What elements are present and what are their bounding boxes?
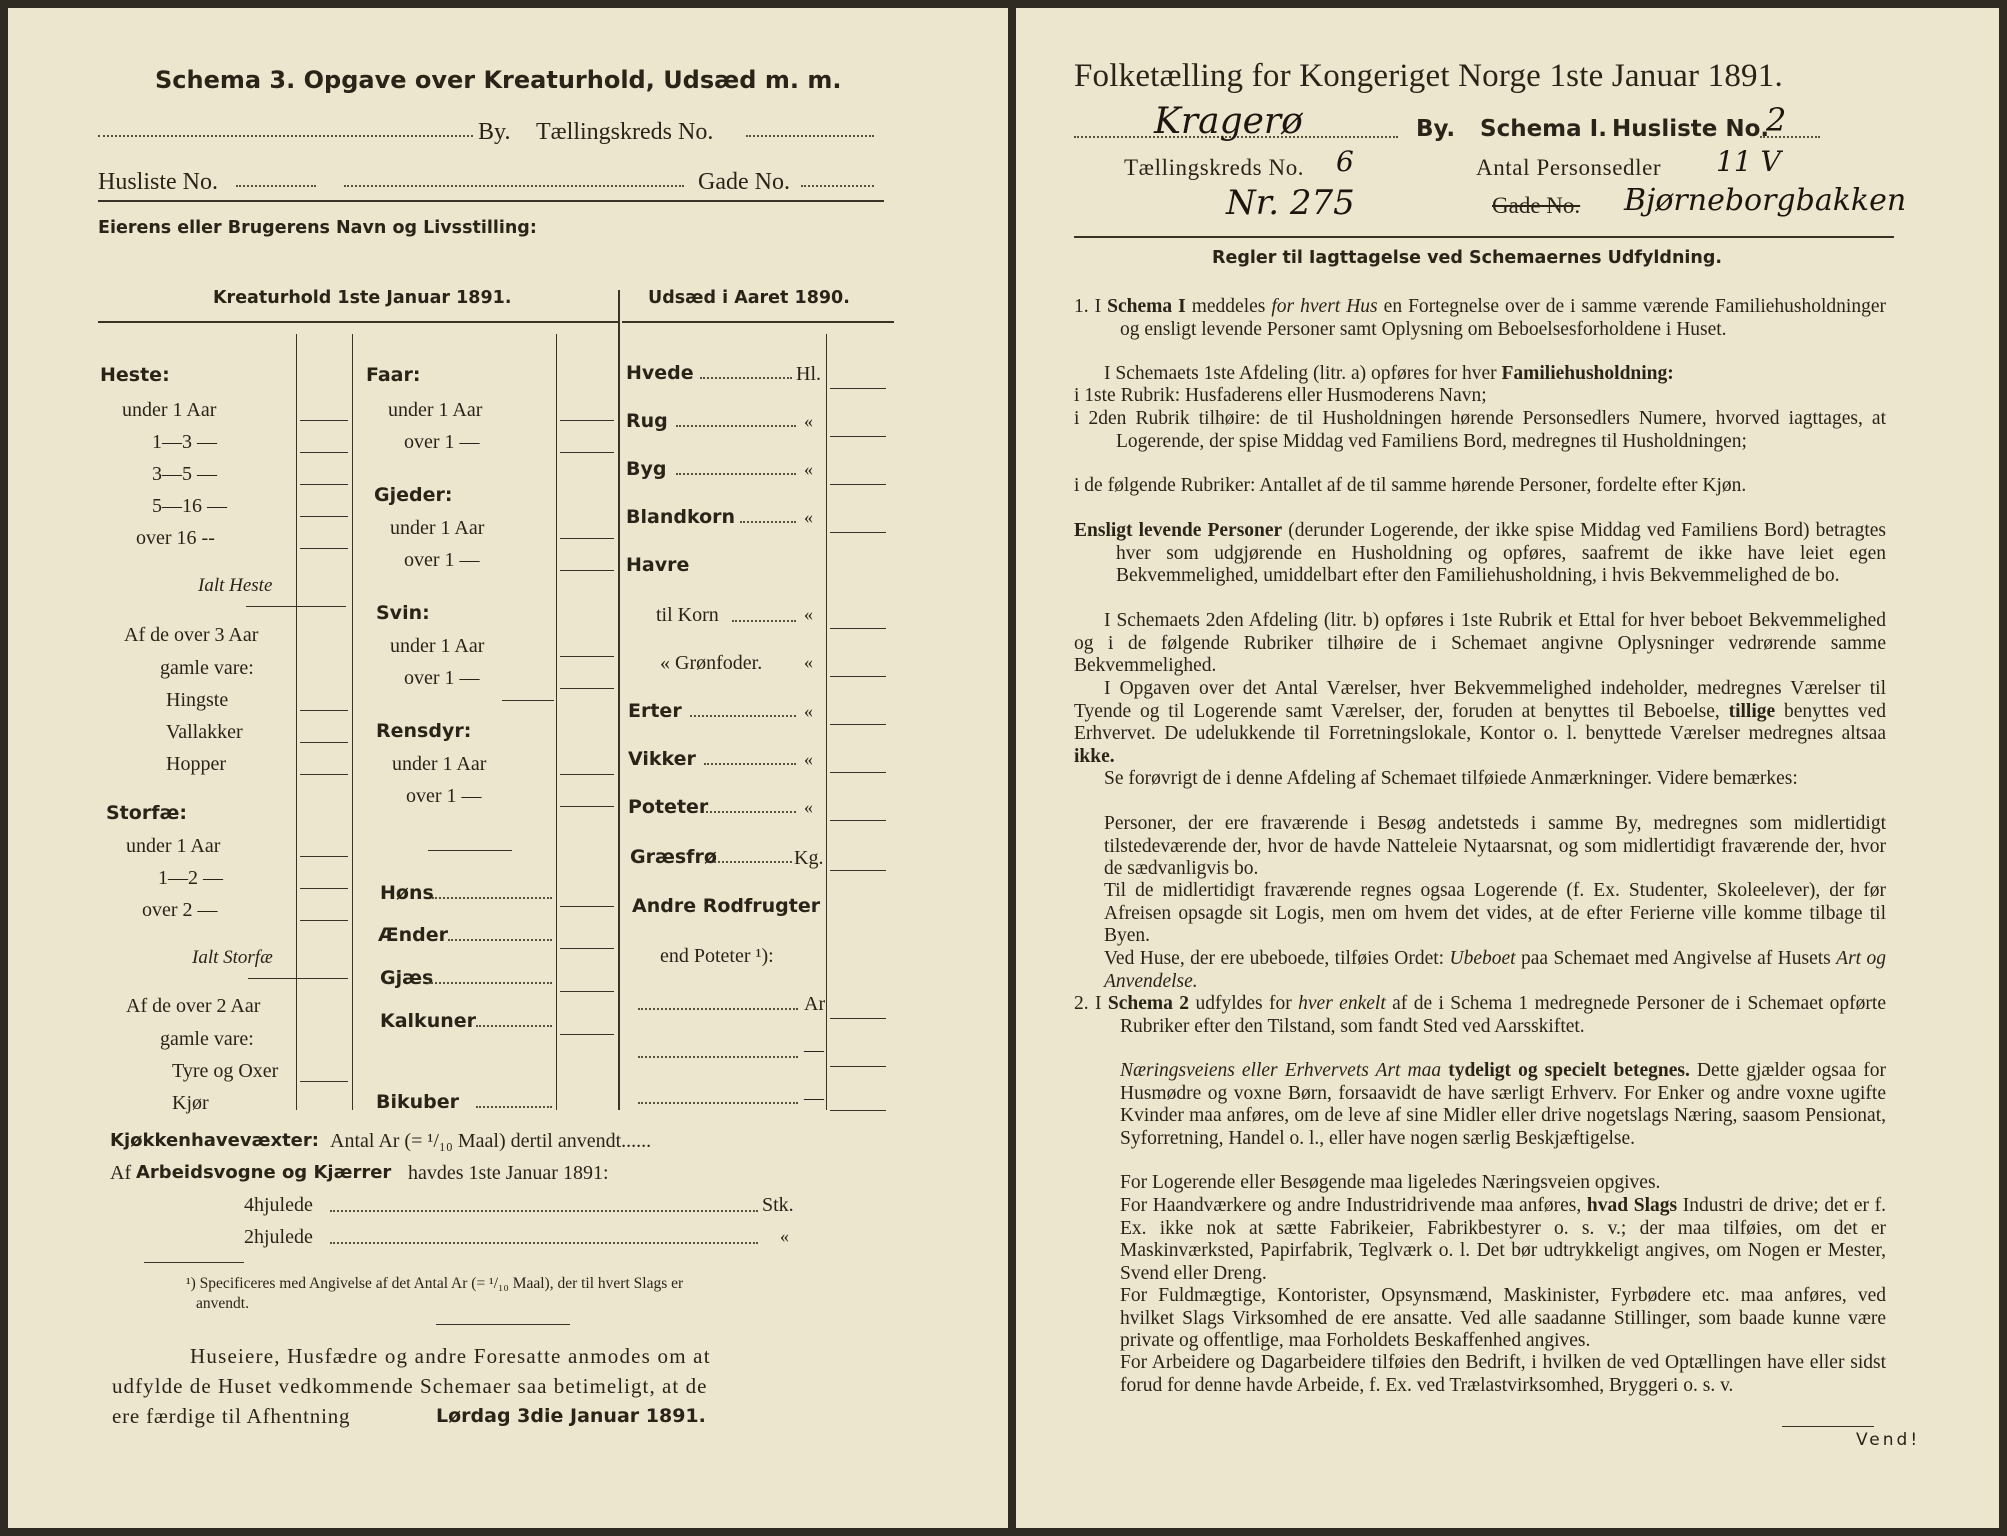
husliste-extra-line[interactable] [344, 185, 684, 187]
entry-faar-under1[interactable] [560, 420, 614, 421]
husliste-label: Husliste No. [1612, 116, 1770, 142]
aender-label: Ænder [378, 924, 448, 946]
husliste-field-line[interactable] [236, 185, 316, 187]
eier-label: Eierens eller Brugerens Navn og Livsstilling: [98, 218, 537, 238]
rule-anmaerkninger: Se forøvrigt de i denne Afdeling af Schemaet tilføiede Anmærkninger. Videre bemærkes: [1104, 768, 1798, 789]
entry-blandkorn[interactable] [830, 532, 886, 533]
entry-storfae-under1[interactable] [300, 856, 348, 857]
andre-rodfrugter-label: Andre Rodfrugter [632, 895, 821, 917]
faar-over-1-label: over 1 — [404, 431, 480, 453]
arbeidsvogne-label: Arbeidsvogne og Kjærrer [136, 1162, 392, 1183]
andre-dots-1 [638, 1008, 798, 1010]
closing-line-3: ere færdige til Afhentning [112, 1404, 351, 1428]
poteter-label: Poteter [628, 796, 709, 818]
arbeidsvogne-text: havdes 1ste Januar 1891: [408, 1162, 609, 1184]
2hjulede-dots[interactable] [330, 1242, 758, 1244]
heste-1-3-label: 1—3 — [152, 431, 217, 453]
rule-haandvaerkere: For Haandværkere og andre Industridrivende maa anføres, hvad Slags Industri de drive; det er f. Ex. ikke nok at sætte Fabrikeier, Fabrikbestyrer o. s. v.; der maa tilføies, om det er Maskinværksted, Papirfabrik, Teglværk o. l. Det bør udtrykkeligt angives, om Nogen er Mester, Svend eller Dreng. [1120, 1195, 1887, 1284]
entry-aender[interactable] [560, 948, 614, 949]
closing-rule [436, 1324, 570, 1325]
gjeder-heading: Gjeder: [374, 484, 453, 506]
hons-label: Høns [380, 882, 434, 904]
rule-naeringsvei: Næringsveiens eller Erhvervets Art maa tydeligt og specielt betegnes. Dette gjælder ogsaa for Husmødre og voxne Børn, forsaavidt de have særligt Erhverv. For Enker og andre voxne ugifte Kvinder maa anføres, om de leve af sine Midler eller drive nogetslags Næring, saasom Pensionat, Syforretning, Handel o. l., eller have nogen særlig Beskjæftigelse. [1120, 1060, 1886, 1149]
andre-dash-3: — [804, 1087, 824, 1109]
hingste-label: Hingste [166, 689, 229, 711]
storfae-1-2-label: 1—2 — [158, 867, 223, 889]
hvede-label: Hvede [626, 362, 694, 384]
entry-svin-sub[interactable] [502, 700, 554, 701]
vallakker-label: Vallakker [166, 721, 243, 743]
entry-heste-under1[interactable] [300, 420, 348, 421]
husliste-field-line[interactable] [1760, 136, 1820, 138]
vikker-label: Vikker [628, 748, 696, 770]
kalkuner-dots [476, 1025, 552, 1027]
entry-svin-under1[interactable] [560, 656, 614, 657]
heste-5-16-label: 5—16 — [152, 495, 227, 517]
udsaed-heading: Udsæd i Aaret 1890. [648, 288, 850, 308]
rule-fuldmaegtige: For Fuldmægtige, Kontorister, Opsynsmænd, Maskinister, Fyrbødere etc. maa anføres, ved hvilket Slags Virksomhed de ere ansatte. Ved alle saadanne Stillinger, som baade kunne være private og offentlige, maa Forholdets Beskaffenhed angives. [1120, 1285, 1886, 1351]
andre-dots-2 [638, 1056, 798, 1058]
2hjulede-ditto: « [780, 1226, 789, 1246]
rule-1-rubrik-1: i 1ste Rubrik: Husfaderens eller Husmoderens Navn; [1074, 385, 1487, 406]
rule-1-rubriker: i de følgende Rubriker: Antallet af de til samme hørende Personer, fordelte efter Kjøn. [1074, 475, 1747, 496]
hvede-unit: Hl. [796, 363, 821, 385]
entry-andre-3[interactable] [830, 1110, 886, 1111]
tallingskreds-label: Tællingskreds No. [1124, 155, 1305, 180]
andre-unit: Ar [804, 993, 826, 1015]
entry-gjaes[interactable] [560, 991, 614, 992]
by-field-line[interactable] [98, 135, 473, 137]
kalkuner-label: Kalkuner [380, 1010, 477, 1032]
rule-afdeling-b: I Schemaets 2den Afdeling (litr. b) opføres i 1ste Rubrik et Ettal for hver beboet Bekvemmelighed og i de følgende Rubriker tilhøire de i Schemaet angivne Oplysninger vedrørende samme Bekvemmelighed. [1074, 610, 1886, 676]
erter-dots [690, 715, 796, 717]
kjokkenhave-label: Kjøkkenhavevæxter: [110, 1130, 319, 1151]
rule-vaerelser: I Opgaven over det Antal Værelser, hver Bekvemmelighed indeholder, medregnes Værelser til Tyende og til Logerende samt Værelser, der, foruden at benyttes til Beboelse, tillige benyttes ved Erhvervet. De udelukkende til Forretningslokale, Kontor o. l. benyttede Værelser medregnes altsaa ikke. [1074, 678, 1886, 767]
gade-label: Gade No. [698, 169, 790, 195]
entry-hingste[interactable] [300, 710, 348, 711]
rensdyr-under-1-label: under 1 Aar [392, 753, 487, 775]
af-over-3-label: Af de over 3 Aar [124, 624, 259, 646]
vikker-dots [704, 763, 796, 765]
gjeder-under-1-label: under 1 Aar [390, 517, 485, 539]
blandkorn-dots [740, 521, 796, 523]
tallingskreds-label: Tællingskreds No. [536, 119, 714, 145]
heste-heading: Heste: [100, 364, 170, 386]
aender-dots [448, 939, 552, 941]
header-rule [98, 200, 884, 202]
erter-label: Erter [628, 700, 682, 722]
entry-heste-3-5[interactable] [300, 484, 348, 485]
rules-heading: Regler til Iagttagelse ved Schemaernes Udfyldning. [1212, 248, 1723, 268]
blandkorn-label: Blandkorn [626, 506, 736, 528]
by-label: By. [1416, 116, 1456, 142]
hvede-dots [700, 377, 792, 379]
table-rule-right [622, 321, 894, 323]
byg-dots [676, 473, 796, 475]
rug-dots [676, 425, 796, 427]
erter-ditto: « [804, 701, 813, 721]
entry-andre-2[interactable] [830, 1066, 886, 1067]
ialt-heste-label: Ialt Heste [198, 575, 273, 596]
til-korn-ditto: « [804, 604, 813, 624]
4hjulede-unit: Stk. [762, 1194, 794, 1216]
til-korn-dots [732, 620, 796, 622]
vend-label: Vend! [1856, 1430, 1921, 1450]
havre-label: Havre [626, 554, 690, 576]
handwritten-kreds: 6 [1336, 145, 1354, 178]
heste-over-16-label: over 16 -- [136, 527, 215, 549]
by-label: By. [478, 119, 511, 145]
bikuber-label: Bikuber [376, 1091, 460, 1113]
end-poteter-label: end Poteter ¹): [660, 945, 774, 967]
entry-andre-1[interactable] [830, 1018, 886, 1019]
ialt-storfae-label: Ialt Storfæ [192, 947, 273, 968]
gamle-vare-label: gamle vare: [160, 657, 254, 679]
poteter-dots [706, 811, 796, 813]
storfae-heading: Storfæ: [106, 802, 187, 824]
entry-hopper[interactable] [300, 774, 348, 775]
entry-storfae-1-2[interactable] [300, 888, 348, 889]
graesfro-unit: Kg. [794, 847, 824, 869]
rug-ditto: « [804, 411, 813, 431]
poteter-ditto: « [804, 797, 813, 817]
kjokkenhave-text: Antal Ar (= ¹/₁₀ Maal) dertil anvendt...... [330, 1130, 652, 1152]
closing-line-2: udfylde de Huset vedkommende Schemaer saa betimeligt, at de [112, 1374, 708, 1398]
entry-rensdyr-over1[interactable] [560, 806, 614, 807]
husliste-label: Husliste No. [98, 169, 218, 195]
rule-1-rubrik-2: i 2den Rubrik tilhøire: de til Husholdningen hørende Personsedlers Numere, hvorved iagttages, at Logerende, der spise Middag ved Familiens Bord, medregnes til Husholdningen; [1074, 408, 1886, 452]
til-korn-label: til Korn [656, 604, 719, 626]
left-page-schema-3 [8, 8, 1008, 1528]
storfae-under-1-label: under 1 Aar [126, 835, 221, 857]
entry-svin-over1[interactable] [560, 688, 614, 689]
entry-byg[interactable] [830, 484, 886, 485]
byg-ditto: « [804, 459, 813, 479]
census-title: Folketælling for Kongeriget Norge 1ste Januar 1891. [1074, 58, 1783, 94]
faar-under-1-label: under 1 Aar [388, 399, 483, 421]
rule-1: 1. I Schema I meddeles for hvert Hus en Fortegnelse over de i samme værende Familiehusholdninger og ensligt levende Personer samt Oplysning om Beboelsesforholdene i Huset. [1074, 296, 1886, 340]
footnote-rule [144, 1262, 244, 1263]
graesfro-dots [714, 861, 792, 863]
rule-arbeidere: For Arbeidere og Dagarbeidere tilføies den Bedrift, i hvilken de ved Optællingen have eller sidst forud for denne havde Arbeide, f. Ex. ved Trælastvirksomhed, Bryggeri o. s. v. [1120, 1352, 1886, 1396]
entry-rensdyr-under1[interactable] [560, 774, 614, 775]
footnote-line-2: anvendt. [196, 1295, 249, 1312]
entry-rug[interactable] [830, 436, 886, 437]
handwritten-nr: Nr. 275 [1226, 183, 1355, 223]
gjaes-label: Gjæs [380, 967, 434, 989]
gronfoder-label: « Grønfoder. [660, 652, 763, 674]
handwritten-gade: Bjørneborgbakken [1624, 183, 1907, 218]
byg-label: Byg [626, 458, 667, 480]
andre-dash-2: — [804, 1039, 824, 1061]
storfae-over-2-label: over 2 — [142, 899, 218, 921]
closing-date: Lørdag 3die Januar 1891. [436, 1405, 706, 1427]
vend-rule [1782, 1426, 1874, 1427]
svin-under-1-label: under 1 Aar [390, 635, 485, 657]
header-rule [1074, 236, 1894, 238]
col-rule-4 [826, 334, 827, 1110]
entry-heste-5-16[interactable] [300, 516, 348, 517]
entry-ialt-heste[interactable] [246, 606, 346, 607]
entry-ialt-storfae[interactable] [248, 978, 348, 979]
right-page-schema-1 [1016, 8, 1999, 1528]
schema-1-label: Schema I. [1480, 116, 1607, 142]
entry-hvede[interactable] [830, 388, 886, 389]
rule-ubeboet: Ved Huse, der ere ubeboede, tilføies Ordet: Ubeboet paa Schemaet med Angivelse af Husets Art og Anvendelse. [1104, 948, 1887, 992]
rule-logerende: Til de midlertidigt fraværende regnes ogsaa Logerende (f. Ex. Studenter, Skoleelever), der før Afreisen opsagde sit Logis, men om hvem det vides, at de efter Ferierne ville komme tilbage til Byen. [1104, 880, 1886, 946]
kjor-label: Kjør [172, 1092, 209, 1114]
gade-label: Gade No. [1492, 193, 1581, 218]
4hjulede-label: 4hjulede [244, 1194, 313, 1216]
entry-gronfoder[interactable] [830, 676, 886, 677]
table-rule-left [98, 321, 618, 323]
heste-3-5-label: 3—5 — [152, 463, 217, 485]
handwritten-antal: 11 V [1716, 145, 1781, 178]
rensdyr-heading: Rensdyr: [376, 720, 472, 742]
entry-poteter[interactable] [830, 820, 886, 821]
col-rule-2 [352, 334, 353, 1110]
entry-kalkuner[interactable] [560, 1034, 614, 1035]
rule-besogende: For Logerende eller Besøgende maa ligeledes Næringsveien opgives. [1120, 1172, 1661, 1193]
entry-gjeder-over1[interactable] [560, 570, 614, 571]
entry-faar-over1[interactable] [560, 452, 614, 453]
af-over-2-label: Af de over 2 Aar [126, 995, 261, 1017]
entry-storfae-over2[interactable] [300, 920, 348, 921]
col-rule-1 [296, 334, 297, 1110]
rensdyr-over-1-label: over 1 — [406, 785, 482, 807]
entry-til-korn[interactable] [830, 628, 886, 629]
closing-line-1: Huseiere, Husfædre og andre Foresatte anmodes om at [190, 1344, 711, 1368]
entry-graesfro[interactable] [830, 870, 886, 871]
handwritten-husliste: 2 [1766, 101, 1787, 139]
gjeder-over-1-label: over 1 — [404, 549, 480, 571]
faar-heading: Faar: [366, 364, 421, 386]
vikker-ditto: « [804, 749, 813, 769]
rug-label: Rug [626, 410, 668, 432]
arbeidsvogne-af: Af [110, 1162, 132, 1184]
rule-enslig: Ensligt levende Personer (derunder Logerende, der ikke spise Middag ved Familiens Bord) betragtes hver som udgjørende en Husholdning og opføres, saafremt de ikke have leiet egen Bekvemmelighed, umiddelbart efter den Familiehusholdning, i hvis Bekvemmelighed de bo. [1074, 520, 1886, 586]
entry-vikker[interactable] [830, 772, 886, 773]
entry-heste-1-3[interactable] [300, 452, 348, 453]
gjaes-dots [428, 982, 552, 984]
footnote-line-1: ¹) Specificeres med Angivelse af det Antal Ar (= ¹/₁₀ Maal), der til hvert Slags er [186, 1275, 684, 1292]
rule-fravaerende: Personer, der ere fraværende i Besøg andetsteds i samme By, medregnes som midlertidigt tilstedeværende der, hvor de havde Natteleie Nytaarsnat, og som midlertidigt fraværende der, hvor de sædvanligvis bo. [1104, 813, 1886, 879]
heste-under-1-label: under 1 Aar [122, 399, 217, 421]
gronfoder-ditto: « [804, 652, 813, 672]
entry-gjeder-under1[interactable] [560, 538, 614, 539]
entry-erter[interactable] [830, 724, 886, 725]
col-rule-divider [618, 290, 620, 1110]
andre-dots-3 [638, 1102, 798, 1104]
antal-personsedler-label: Antal Personsedler [1476, 155, 1662, 180]
gade-field-line[interactable] [801, 185, 874, 187]
bikuber-dots [476, 1106, 552, 1108]
entry-heste-over16[interactable] [300, 548, 348, 549]
2hjulede-label: 2hjulede [244, 1226, 313, 1248]
svin-over-1-label: over 1 — [404, 667, 480, 689]
entry-vallakker[interactable] [300, 742, 348, 743]
entry-rensdyr-total[interactable] [428, 850, 512, 851]
4hjulede-dots[interactable] [330, 1210, 758, 1212]
blandkorn-ditto: « [804, 507, 813, 527]
col-rule-3 [556, 334, 557, 1110]
tallingskreds-field-line[interactable] [746, 135, 874, 137]
tyre-oxer-label: Tyre og Oxer [172, 1060, 279, 1082]
entry-hons[interactable] [560, 906, 614, 907]
hons-dots [432, 897, 552, 899]
gamle-vare-2-label: gamle vare: [160, 1028, 254, 1050]
schema-3-title: Schema 3. Opgave over Kreaturhold, Udsæd m. m. [155, 66, 842, 94]
graesfro-label: Græsfrø [630, 846, 717, 868]
rule-1-afdeling-a: I Schemaets 1ste Afdeling (litr. a) opføres for hver Familiehusholdning: [1104, 363, 1674, 384]
svin-heading: Svin: [376, 602, 430, 624]
kreaturhold-heading: Kreaturhold 1ste Januar 1891. [213, 288, 512, 308]
rule-2: 2. I Schema 2 udfyldes for hver enkelt af de i Schema 1 medregnede Personer de i Schemaet opførte Rubriker efter den Tilstand, som fandt Sted ved Aarsskiftet. [1074, 993, 1886, 1037]
handwritten-by: Kragerø [1154, 101, 1303, 142]
hopper-label: Hopper [166, 753, 226, 775]
entry-tyre[interactable] [300, 1081, 348, 1082]
